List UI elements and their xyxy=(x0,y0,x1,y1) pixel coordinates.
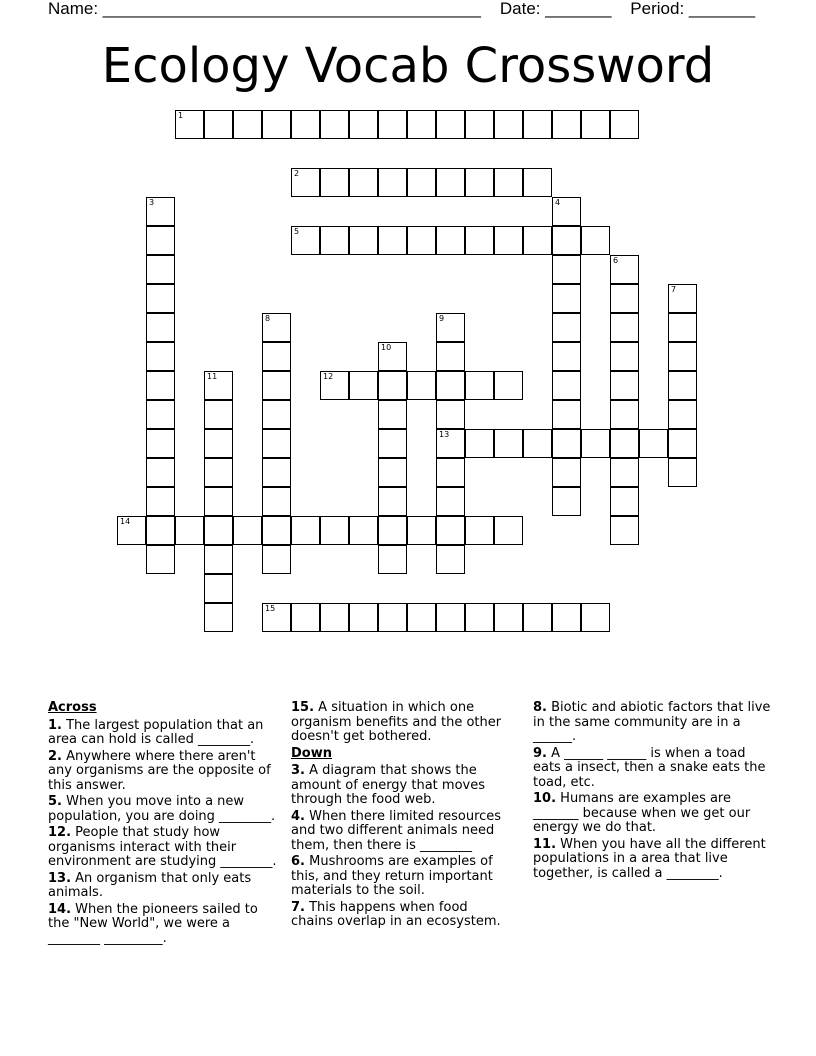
crossword-cell[interactable] xyxy=(552,371,581,400)
crossword-cell[interactable] xyxy=(668,458,697,487)
crossword-cell[interactable] xyxy=(436,168,465,197)
crossword-cell[interactable] xyxy=(436,110,465,139)
crossword-cell[interactable] xyxy=(320,603,349,632)
crossword-cell[interactable] xyxy=(436,487,465,516)
crossword-cell[interactable] xyxy=(146,284,175,313)
clue-across-12: 12. People that study how organisms interact with their environment are studying ________. xyxy=(48,825,277,869)
crossword-cell[interactable] xyxy=(291,603,320,632)
clue-down-6: 6. Mushrooms are examples of this, and they return important materials to the soil. xyxy=(291,854,493,898)
crossword-cell[interactable] xyxy=(465,226,494,255)
crossword-cell[interactable] xyxy=(610,255,639,284)
crossword-cell[interactable] xyxy=(378,458,407,487)
crossword-cell[interactable] xyxy=(320,110,349,139)
crossword-cell[interactable] xyxy=(378,400,407,429)
crossword-cell[interactable] xyxy=(465,371,494,400)
clues-column-1 xyxy=(48,701,280,948)
clue-number: 8 xyxy=(265,314,271,323)
clue-down-11: 11. When you have all the different populations in a area that live together, is called a ________. xyxy=(533,836,766,881)
crossword-cell[interactable] xyxy=(291,516,320,545)
crossword-cell[interactable] xyxy=(639,429,668,458)
crossword-cell[interactable] xyxy=(523,110,552,139)
crossword-cell[interactable] xyxy=(378,342,407,371)
crossword-cell[interactable] xyxy=(494,226,523,255)
crossword-cell[interactable] xyxy=(581,429,610,458)
crossword-cell[interactable] xyxy=(262,458,291,487)
crossword-cell[interactable] xyxy=(262,516,291,545)
clue-number: 13 xyxy=(439,430,450,439)
crossword-cell[interactable] xyxy=(552,400,581,429)
crossword-cell[interactable] xyxy=(552,110,581,139)
crossword-cell[interactable] xyxy=(581,226,610,255)
crossword-cell[interactable] xyxy=(320,371,349,400)
crossword-cell[interactable] xyxy=(610,284,639,313)
clue-number: 2 xyxy=(294,169,300,178)
crossword-cell[interactable] xyxy=(320,516,349,545)
crossword-cell[interactable] xyxy=(407,168,436,197)
crossword-cell[interactable] xyxy=(581,110,610,139)
crossword-cell[interactable] xyxy=(349,516,378,545)
crossword-cell[interactable] xyxy=(494,429,523,458)
crossword-cell[interactable] xyxy=(494,603,523,632)
crossword-cell[interactable] xyxy=(668,284,697,313)
clue-number: 15 xyxy=(265,604,276,613)
clue-number: 3 xyxy=(149,198,155,207)
student-info-line[interactable]: Name: ________________________________________ Date: _______ Period: _______ xyxy=(48,0,756,18)
crossword-cell[interactable] xyxy=(378,371,407,400)
crossword-cell[interactable] xyxy=(262,110,291,139)
clue-down-7: 7. This happens when food chains overlap in an ecosystem. xyxy=(291,899,501,929)
crossword-cell[interactable] xyxy=(349,168,378,197)
crossword-cell[interactable] xyxy=(291,168,320,197)
crossword-cell[interactable] xyxy=(465,516,494,545)
crossword-cell[interactable] xyxy=(465,603,494,632)
clue-across-1: 1. The largest population that an area can hold is called ________. xyxy=(48,717,264,747)
crossword-cell[interactable] xyxy=(407,226,436,255)
crossword-cell[interactable] xyxy=(349,226,378,255)
crossword-cell[interactable] xyxy=(436,371,465,400)
clue-across-14: 14. When the pioneers sailed to the "New World", we were a ________ _________. xyxy=(48,901,258,946)
crossword-cell[interactable] xyxy=(204,516,233,545)
clue-number: 9 xyxy=(439,314,445,323)
crossword-cell[interactable] xyxy=(378,603,407,632)
crossword-cell[interactable] xyxy=(146,487,175,516)
crossword-cell[interactable] xyxy=(204,487,233,516)
crossword-cell[interactable] xyxy=(436,458,465,487)
clue-number: 7 xyxy=(671,285,677,294)
clue-number: 1 xyxy=(178,111,184,120)
crossword-cell[interactable] xyxy=(349,110,378,139)
crossword-cell[interactable] xyxy=(146,371,175,400)
crossword-cell[interactable] xyxy=(523,429,552,458)
crossword-cell[interactable] xyxy=(117,516,146,545)
crossword-cell[interactable] xyxy=(320,168,349,197)
crossword-cell[interactable] xyxy=(175,110,204,139)
across-heading: Across xyxy=(48,700,97,715)
crossword-cell[interactable] xyxy=(436,429,465,458)
crossword-cell[interactable] xyxy=(668,429,697,458)
down-heading: Down xyxy=(291,745,332,761)
crossword-cell[interactable] xyxy=(378,487,407,516)
clue-number: 4 xyxy=(555,198,561,207)
crossword-cell[interactable] xyxy=(175,516,204,545)
crossword-cell[interactable] xyxy=(146,313,175,342)
crossword-cell[interactable] xyxy=(552,487,581,516)
crossword-cell[interactable] xyxy=(436,313,465,342)
crossword-cell[interactable] xyxy=(262,487,291,516)
crossword-cell[interactable] xyxy=(146,255,175,284)
clue-across-13: 13. An organism that only eats animals. xyxy=(48,870,252,900)
crossword-cell[interactable] xyxy=(436,603,465,632)
crossword-cell[interactable] xyxy=(610,429,639,458)
crossword-cell[interactable] xyxy=(552,458,581,487)
clues-column-2 xyxy=(291,701,511,932)
crossword-cell[interactable] xyxy=(204,429,233,458)
crossword-cell[interactable] xyxy=(610,516,639,545)
crossword-cell[interactable] xyxy=(146,458,175,487)
crossword-cell[interactable] xyxy=(378,110,407,139)
crossword-cell[interactable] xyxy=(494,168,523,197)
clue-across-15: 15. A situation in which one organism benefits and the other doesn't get bothered. xyxy=(291,700,502,744)
crossword-cell[interactable] xyxy=(233,110,262,139)
crossword-cell[interactable] xyxy=(262,429,291,458)
crossword-cell[interactable] xyxy=(552,197,581,226)
crossword-cell[interactable] xyxy=(262,603,291,632)
crossword-cell[interactable] xyxy=(233,516,262,545)
crossword-cell[interactable] xyxy=(552,255,581,284)
page-title: Ecology Vocab Crossword xyxy=(101,38,715,94)
crossword-cell[interactable] xyxy=(204,574,233,603)
crossword-cell[interactable] xyxy=(610,313,639,342)
crossword-cell[interactable] xyxy=(204,400,233,429)
clue-number: 10 xyxy=(381,343,392,352)
clue-across-5: 5. When you move into a new population, you are doing ________. xyxy=(48,794,276,824)
crossword-cell[interactable] xyxy=(262,313,291,342)
clue-number: 14 xyxy=(120,517,131,526)
crossword-cell[interactable] xyxy=(523,603,552,632)
clue-down-4: 4. When there limited resources and two different animals need them, then there is ________ xyxy=(291,808,502,853)
crossword-cell[interactable] xyxy=(465,429,494,458)
crossword-cell[interactable] xyxy=(610,458,639,487)
crossword-cell[interactable] xyxy=(552,603,581,632)
crossword-cell[interactable] xyxy=(407,603,436,632)
crossword-cell[interactable] xyxy=(262,371,291,400)
crossword-cell[interactable] xyxy=(610,371,639,400)
clue-number: 5 xyxy=(294,227,300,236)
crossword-cell[interactable] xyxy=(291,110,320,139)
crossword-cell[interactable] xyxy=(552,284,581,313)
crossword-cell[interactable] xyxy=(146,516,175,545)
crossword-cell[interactable] xyxy=(204,545,233,574)
crossword-cell[interactable] xyxy=(204,110,233,139)
crossword-cell[interactable] xyxy=(465,110,494,139)
crossword-cell[interactable] xyxy=(552,342,581,371)
crossword-cell[interactable] xyxy=(407,110,436,139)
crossword-cell[interactable] xyxy=(378,545,407,574)
clue-down-8: 8. Biotic and abiotic factors that live in the same community are in a ______. xyxy=(533,700,771,744)
clue-down-9: 9. A ______ ______ is when a toad eats a insect, then a snake eats the toad, etc. xyxy=(533,745,766,790)
crossword-cell[interactable] xyxy=(378,516,407,545)
crossword-cell[interactable] xyxy=(146,197,175,226)
crossword-cell[interactable] xyxy=(581,603,610,632)
crossword-cell[interactable] xyxy=(146,429,175,458)
crossword-cell[interactable] xyxy=(552,226,581,255)
crossword-cell[interactable] xyxy=(146,545,175,574)
crossword-cell[interactable] xyxy=(378,168,407,197)
clue-down-3: 3. A diagram that shows the amount of energy that moves through the food web. xyxy=(291,763,485,807)
crossword-cell[interactable] xyxy=(407,371,436,400)
crossword-cell[interactable] xyxy=(291,226,320,255)
crossword-cell[interactable] xyxy=(494,371,523,400)
crossword-cell[interactable] xyxy=(407,516,436,545)
crossword-cell[interactable] xyxy=(436,226,465,255)
crossword-cell[interactable] xyxy=(436,342,465,371)
crossword-cell[interactable] xyxy=(262,545,291,574)
clue-number: 11 xyxy=(207,372,218,381)
clue-down-10: 10. Humans are examples are _______ because when we get our energy we do that. xyxy=(533,791,751,835)
crossword-cell[interactable] xyxy=(494,110,523,139)
crossword-cell[interactable] xyxy=(552,429,581,458)
crossword-cell[interactable] xyxy=(668,371,697,400)
crossword-cell[interactable] xyxy=(610,487,639,516)
clue-number: 6 xyxy=(613,256,619,265)
crossword-cell[interactable] xyxy=(262,342,291,371)
crossword-cell[interactable] xyxy=(523,168,552,197)
crossword-cell[interactable] xyxy=(668,313,697,342)
crossword-cell[interactable] xyxy=(436,516,465,545)
crossword-cell[interactable] xyxy=(146,400,175,429)
crossword-cell[interactable] xyxy=(552,313,581,342)
crossword-cell[interactable] xyxy=(349,603,378,632)
crossword-cell[interactable] xyxy=(610,342,639,371)
crossword-cell[interactable] xyxy=(523,226,552,255)
crossword-cell[interactable] xyxy=(378,226,407,255)
crossword-cell[interactable] xyxy=(146,342,175,371)
crossword-cell[interactable] xyxy=(465,168,494,197)
crossword-cell[interactable] xyxy=(262,400,291,429)
crossword-cell[interactable] xyxy=(320,226,349,255)
crossword-cell[interactable] xyxy=(378,429,407,458)
clues-column-3 xyxy=(533,701,771,883)
crossword-cell[interactable] xyxy=(494,516,523,545)
crossword-cell[interactable] xyxy=(436,545,465,574)
crossword-cell[interactable] xyxy=(610,110,639,139)
clue-across-2: 2. Anywhere where there aren't any organisms are the opposite of this answer. xyxy=(48,748,271,793)
crossword-cell[interactable] xyxy=(436,400,465,429)
clue-number: 12 xyxy=(323,372,334,381)
crossword-cell[interactable] xyxy=(204,603,233,632)
crossword-cell[interactable] xyxy=(349,371,378,400)
crossword-cell[interactable] xyxy=(610,400,639,429)
crossword-cell[interactable] xyxy=(146,226,175,255)
crossword-cell[interactable] xyxy=(204,371,233,400)
crossword-cell[interactable] xyxy=(204,458,233,487)
crossword-cell[interactable] xyxy=(668,400,697,429)
crossword-cell[interactable] xyxy=(668,342,697,371)
